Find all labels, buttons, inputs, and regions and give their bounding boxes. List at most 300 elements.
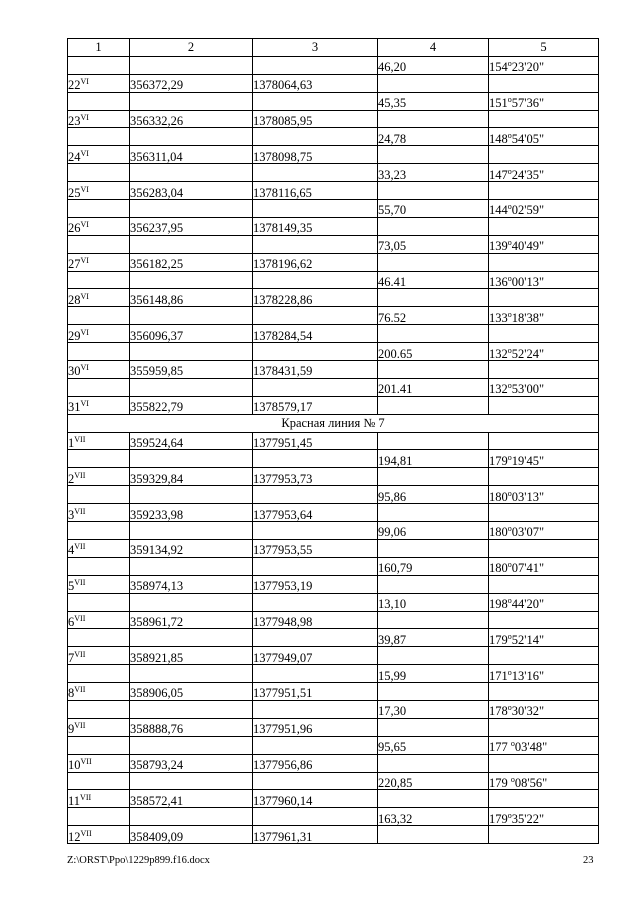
direction-angle	[489, 629, 599, 647]
degree-symbol: o	[507, 452, 512, 462]
empty-cell	[130, 522, 253, 540]
empty-cell	[68, 450, 130, 468]
point-series-superscript: VII	[74, 721, 86, 731]
point-number: 22	[68, 78, 81, 93]
angle-minutes-seconds: 24'35"	[511, 167, 545, 182]
point-number: 9	[68, 722, 75, 737]
segment-length: 95,65	[378, 736, 489, 754]
angle-minutes-seconds: 57'36"	[511, 96, 545, 111]
empty-cell	[378, 110, 489, 128]
empty-cell	[253, 128, 378, 146]
y-coordinate: 1377953,73	[253, 468, 378, 486]
angle-minutes-seconds: 02'59"	[511, 203, 545, 218]
empty-cell	[130, 665, 253, 683]
empty-cell	[253, 557, 378, 575]
empty-cell	[489, 539, 599, 557]
x-coordinate: 359134,92	[130, 539, 253, 557]
angle-minutes-seconds: 13'16"	[511, 668, 545, 683]
point-number: 3	[68, 507, 75, 522]
point-number-cell	[68, 575, 130, 593]
angle-minutes-seconds: 52'24"	[511, 346, 545, 361]
point-number-cell	[68, 146, 130, 164]
direction-angle	[489, 378, 599, 396]
x-coordinate: 355959,85	[130, 361, 253, 379]
point-number-cell	[68, 361, 130, 379]
degree-symbol: o	[507, 667, 512, 677]
degree-symbol: o	[507, 238, 512, 248]
y-coordinate: 1378228,86	[253, 289, 378, 307]
x-coordinate: 358974,13	[130, 575, 253, 593]
point-number-cell	[68, 217, 130, 235]
angle-degrees: 178	[489, 704, 508, 719]
angle-minutes-seconds: 07'41"	[511, 561, 545, 576]
degree-symbol: o	[507, 345, 512, 355]
direction-angle	[489, 56, 599, 74]
empty-cell	[378, 74, 489, 92]
point-number-cell	[68, 74, 130, 92]
point-row	[68, 790, 599, 808]
x-coordinate: 356283,04	[130, 182, 253, 200]
point-row	[68, 539, 599, 557]
point-row	[68, 325, 599, 343]
segment-length: 76.52	[378, 307, 489, 325]
empty-cell	[253, 808, 378, 826]
point-series-superscript: VII	[80, 828, 92, 838]
empty-cell	[253, 522, 378, 540]
empty-cell	[253, 92, 378, 110]
segment-length: 17,30	[378, 700, 489, 718]
point-series-superscript: VI	[80, 327, 89, 337]
column-header: 4	[378, 39, 489, 57]
point-number: 6	[68, 614, 75, 629]
x-coordinate: 358888,76	[130, 718, 253, 736]
empty-cell	[68, 808, 130, 826]
empty-cell	[130, 271, 253, 289]
angle-degrees: 180	[489, 525, 508, 540]
segment-length: 200.65	[378, 343, 489, 361]
x-coordinate: 358409,09	[130, 826, 253, 844]
point-row	[68, 826, 599, 844]
point-series-superscript: VII	[74, 434, 86, 444]
empty-cell	[253, 343, 378, 361]
point-number: 28	[68, 292, 81, 307]
x-coordinate: 359233,98	[130, 504, 253, 522]
degree-symbol: o	[507, 273, 512, 283]
empty-cell	[489, 74, 599, 92]
y-coordinate: 1378064,63	[253, 74, 378, 92]
point-row	[68, 611, 599, 629]
empty-cell	[130, 629, 253, 647]
empty-cell	[130, 486, 253, 504]
empty-cell	[378, 325, 489, 343]
point-number-cell	[68, 826, 130, 844]
point-number: 1	[68, 435, 75, 450]
degree-symbol: o	[507, 810, 512, 820]
point-number-cell	[68, 396, 130, 414]
empty-cell	[68, 522, 130, 540]
point-series-superscript: VII	[80, 792, 92, 802]
angle-degrees: 132	[489, 382, 508, 397]
point-number-cell	[68, 110, 130, 128]
point-row	[68, 182, 599, 200]
empty-cell	[253, 164, 378, 182]
empty-cell	[489, 611, 599, 629]
direction-angle	[489, 307, 599, 325]
point-number: 12	[68, 829, 81, 844]
angle-degrees: 179	[489, 775, 511, 790]
empty-cell	[489, 146, 599, 164]
y-coordinate: 1377953,19	[253, 575, 378, 593]
point-series-superscript: VI	[80, 220, 89, 230]
segment-row	[68, 343, 599, 361]
y-coordinate: 1377949,07	[253, 647, 378, 665]
y-coordinate: 1378149,35	[253, 217, 378, 235]
point-number: 31	[68, 400, 81, 415]
empty-cell	[130, 736, 253, 754]
empty-cell	[489, 754, 599, 772]
x-coordinate: 359524,64	[130, 432, 253, 450]
segment-row	[68, 629, 599, 647]
point-row	[68, 361, 599, 379]
segment-length: 24,78	[378, 128, 489, 146]
degree-symbol: o	[507, 381, 512, 391]
x-coordinate: 356182,25	[130, 253, 253, 271]
empty-cell	[378, 790, 489, 808]
empty-cell	[130, 235, 253, 253]
empty-cell	[378, 361, 489, 379]
empty-cell	[253, 378, 378, 396]
segment-row	[68, 486, 599, 504]
degree-symbol: o	[507, 703, 512, 713]
segment-length: 15,99	[378, 665, 489, 683]
empty-cell	[489, 683, 599, 701]
empty-cell	[489, 217, 599, 235]
angle-degrees: 177	[489, 740, 511, 755]
point-number-cell	[68, 683, 130, 701]
segment-row	[68, 700, 599, 718]
angle-minutes-seconds: 19'45"	[511, 453, 545, 468]
empty-cell	[130, 56, 253, 74]
angle-minutes-seconds: 03'48"	[514, 740, 548, 755]
empty-cell	[130, 808, 253, 826]
empty-cell	[130, 92, 253, 110]
direction-angle	[489, 486, 599, 504]
empty-cell	[489, 396, 599, 414]
point-row	[68, 754, 599, 772]
segment-length: 163,32	[378, 808, 489, 826]
segment-length: 46,20	[378, 56, 489, 74]
empty-cell	[378, 539, 489, 557]
point-series-superscript: VI	[80, 256, 89, 266]
angle-degrees: 179	[489, 453, 508, 468]
empty-cell	[378, 253, 489, 271]
empty-cell	[68, 557, 130, 575]
direction-angle	[489, 665, 599, 683]
direction-angle	[489, 700, 599, 718]
point-number: 10	[68, 758, 81, 773]
x-coordinate: 356096,37	[130, 325, 253, 343]
angle-degrees: 139	[489, 239, 508, 254]
point-row	[68, 289, 599, 307]
empty-cell	[68, 593, 130, 611]
empty-cell	[489, 325, 599, 343]
point-number: 4	[68, 543, 75, 558]
empty-cell	[68, 235, 130, 253]
point-number: 30	[68, 364, 81, 379]
empty-cell	[489, 504, 599, 522]
empty-cell	[378, 754, 489, 772]
segment-row	[68, 522, 599, 540]
degree-symbol: o	[510, 739, 515, 749]
direction-angle	[489, 164, 599, 182]
segment-length: 45,35	[378, 92, 489, 110]
segment-length: 99,06	[378, 522, 489, 540]
point-number-cell	[68, 253, 130, 271]
empty-cell	[489, 718, 599, 736]
empty-cell	[68, 700, 130, 718]
coordinates-table	[67, 38, 599, 844]
page-number: 23	[583, 855, 594, 866]
x-coordinate: 358961,72	[130, 611, 253, 629]
empty-cell	[68, 665, 130, 683]
y-coordinate: 1377948,98	[253, 611, 378, 629]
empty-cell	[68, 92, 130, 110]
empty-cell	[253, 235, 378, 253]
angle-degrees: 198	[489, 597, 508, 611]
empty-cell	[130, 593, 253, 611]
segment-row	[68, 164, 599, 182]
empty-cell	[378, 647, 489, 665]
x-coordinate: 358572,41	[130, 790, 253, 808]
empty-cell	[253, 56, 378, 74]
empty-cell	[68, 307, 130, 325]
point-number-cell	[68, 754, 130, 772]
segment-row	[68, 665, 599, 683]
angle-minutes-seconds: 54'05"	[511, 131, 545, 146]
point-number-cell	[68, 539, 130, 557]
empty-cell	[489, 826, 599, 844]
section-heading-row	[68, 414, 599, 432]
point-row	[68, 647, 599, 665]
empty-cell	[489, 253, 599, 271]
degree-symbol: o	[507, 488, 512, 498]
empty-cell	[68, 200, 130, 218]
y-coordinate: 1377956,86	[253, 754, 378, 772]
point-series-superscript: VI	[80, 399, 89, 409]
point-number: 11	[68, 793, 81, 808]
point-row	[68, 110, 599, 128]
empty-cell	[130, 128, 253, 146]
point-row	[68, 468, 599, 486]
direction-angle	[489, 128, 599, 146]
direction-angle	[489, 235, 599, 253]
angle-minutes-seconds: 23'20"	[511, 60, 545, 75]
point-series-superscript: VI	[80, 112, 89, 122]
empty-cell	[68, 378, 130, 396]
y-coordinate: 1377961,31	[253, 826, 378, 844]
angle-degrees: 144	[489, 203, 508, 218]
angle-minutes-seconds: 03'07"	[511, 525, 545, 540]
point-number: 5	[68, 579, 75, 594]
empty-cell	[130, 378, 253, 396]
x-coordinate: 356148,86	[130, 289, 253, 307]
segment-length: 39,87	[378, 629, 489, 647]
x-coordinate: 358793,24	[130, 754, 253, 772]
x-coordinate: 359329,84	[130, 468, 253, 486]
empty-cell	[378, 611, 489, 629]
point-series-superscript: VI	[80, 291, 89, 301]
empty-cell	[489, 289, 599, 307]
empty-cell	[253, 486, 378, 504]
segment-row	[68, 378, 599, 396]
point-number-cell	[68, 718, 130, 736]
point-number-cell	[68, 325, 130, 343]
x-coordinate: 358906,05	[130, 683, 253, 701]
angle-minutes-seconds: 00'13"	[511, 274, 545, 289]
y-coordinate: 1378116,65	[253, 182, 378, 200]
empty-cell	[68, 629, 130, 647]
segment-length: 95,86	[378, 486, 489, 504]
point-number-cell	[68, 468, 130, 486]
direction-angle	[489, 736, 599, 754]
segment-row	[68, 557, 599, 575]
point-row	[68, 432, 599, 450]
point-number-cell	[68, 647, 130, 665]
empty-cell	[130, 164, 253, 182]
direction-angle	[489, 593, 599, 611]
empty-cell	[378, 146, 489, 164]
footer-file-path: Z:\ORST\Ppo\1229p899.f16.docx	[67, 855, 210, 866]
angle-degrees: 171	[489, 668, 508, 683]
column-header: 5	[489, 39, 599, 57]
empty-cell	[378, 718, 489, 736]
x-coordinate: 356332,26	[130, 110, 253, 128]
angle-degrees: 132	[489, 346, 508, 361]
y-coordinate: 1377951,51	[253, 683, 378, 701]
empty-cell	[68, 271, 130, 289]
degree-symbol: o	[507, 309, 512, 319]
x-coordinate: 356311,04	[130, 146, 253, 164]
empty-cell	[253, 593, 378, 611]
point-number: 24	[68, 149, 81, 164]
point-row	[68, 253, 599, 271]
point-number: 27	[68, 257, 81, 272]
empty-cell	[489, 468, 599, 486]
angle-minutes-seconds: 30'32"	[511, 704, 545, 719]
point-number-cell	[68, 182, 130, 200]
x-coordinate: 356372,29	[130, 74, 253, 92]
empty-cell	[253, 665, 378, 683]
angle-degrees: 151	[489, 96, 508, 111]
y-coordinate: 1378098,75	[253, 146, 378, 164]
y-coordinate: 1377951,45	[253, 432, 378, 450]
point-number: 8	[68, 686, 75, 701]
point-number: 26	[68, 221, 81, 236]
point-series-superscript: VI	[80, 148, 89, 158]
point-row	[68, 217, 599, 235]
segment-length: 194,81	[378, 450, 489, 468]
empty-cell	[253, 200, 378, 218]
direction-angle	[489, 808, 599, 826]
direction-angle	[489, 772, 599, 790]
point-number: 25	[68, 185, 81, 200]
point-row	[68, 683, 599, 701]
segment-length: 55,70	[378, 200, 489, 218]
segment-row	[68, 56, 599, 74]
direction-angle	[489, 450, 599, 468]
y-coordinate: 1378284,54	[253, 325, 378, 343]
empty-cell	[130, 772, 253, 790]
point-number: 29	[68, 328, 81, 343]
empty-cell	[489, 790, 599, 808]
point-series-superscript: VII	[74, 542, 86, 552]
segment-row	[68, 772, 599, 790]
point-series-superscript: VII	[74, 506, 86, 516]
empty-cell	[253, 307, 378, 325]
y-coordinate: 1377951,96	[253, 718, 378, 736]
empty-cell	[130, 307, 253, 325]
column-header: 2	[130, 39, 253, 57]
angle-degrees: 180	[489, 561, 508, 576]
point-row	[68, 504, 599, 522]
empty-cell	[130, 343, 253, 361]
angle-minutes-seconds: 08'56"	[514, 775, 548, 790]
empty-cell	[378, 575, 489, 593]
angle-minutes-seconds: 03'13"	[511, 489, 545, 504]
empty-cell	[489, 575, 599, 593]
segment-row	[68, 92, 599, 110]
point-number-cell	[68, 611, 130, 629]
direction-angle	[489, 557, 599, 575]
segment-length: 13,10	[378, 593, 489, 611]
segment-row	[68, 450, 599, 468]
point-series-superscript: VII	[74, 613, 86, 623]
column-header: 1	[68, 39, 130, 57]
degree-symbol: o	[507, 130, 512, 140]
empty-cell	[378, 504, 489, 522]
y-coordinate: 1378431,59	[253, 361, 378, 379]
angle-minutes-seconds: 53'00"	[511, 382, 545, 397]
degree-symbol: o	[507, 59, 512, 69]
empty-cell	[489, 110, 599, 128]
angle-minutes-seconds: 18'38"	[511, 310, 545, 325]
empty-cell	[378, 826, 489, 844]
point-series-superscript: VII	[74, 470, 86, 480]
degree-symbol: o	[510, 774, 515, 784]
segment-row	[68, 808, 599, 826]
x-coordinate: 358921,85	[130, 647, 253, 665]
y-coordinate: 1378085,95	[253, 110, 378, 128]
segment-row	[68, 128, 599, 146]
empty-cell	[68, 736, 130, 754]
direction-angle	[489, 92, 599, 110]
empty-cell	[489, 432, 599, 450]
empty-cell	[378, 396, 489, 414]
segment-row	[68, 593, 599, 611]
segment-row	[68, 307, 599, 325]
empty-cell	[489, 182, 599, 200]
point-number: 23	[68, 113, 81, 128]
segment-row	[68, 271, 599, 289]
empty-cell	[253, 271, 378, 289]
degree-symbol: o	[507, 560, 512, 570]
empty-cell	[378, 182, 489, 200]
y-coordinate: 1377953,64	[253, 504, 378, 522]
point-row	[68, 74, 599, 92]
section-heading: Красная линия № 7	[68, 414, 599, 432]
empty-cell	[130, 450, 253, 468]
direction-angle	[489, 522, 599, 540]
